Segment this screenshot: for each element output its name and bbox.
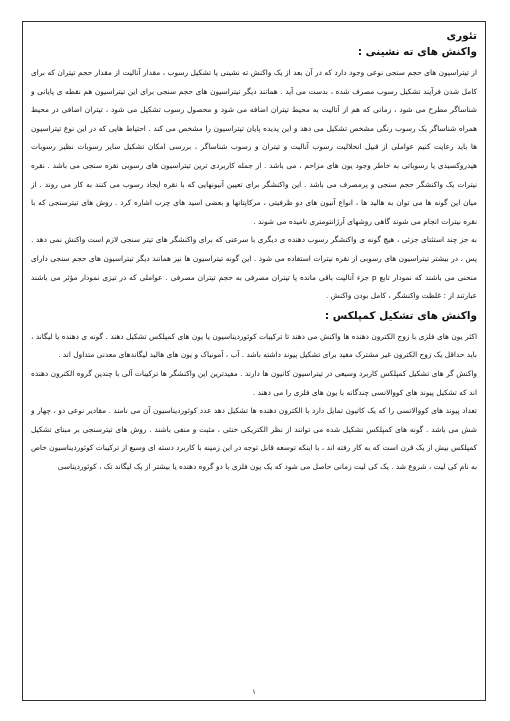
paragraph: تعداد پیوند های کووالانسی را که یک کاتیون تمایل دارد با الکترون دهنده ها تشکیل دهد عدد کوئوردیناسیون آن می نامند . مقادیر نوعی دو ، چهار و شش می باشد . گونه های کمپلکس تشکیل شده می توانند از نظر الکتریکی خنثی ، مثبت و منفی باشند . روش های تیترسنجی بر مبنای تشکیل کمپلکس بیش از یک قرن است که به کار رفته اند ، با اینکه توسعه قابل توجه در این زمینه با کاربرد دسته ای وسیع از ترکیبات کوئوردیناسیون خاص به نام کی لیت ، شروع شد . یک کی لیت زمانی حاصل می شود که یک یون فلزی با دو گروه دهنده یا بیشتر از یک لیگاند تک ، کوئوردیناسی	[31, 406, 477, 471]
paragraph: از تیتراسیون های حجم سنجی نوعی وجود دارد که در آن بعد از یک واکنش ته نشینی یا تشکیل رسوب ، مقدار آنالیت از مقدار حجم تیتران که برای کامل شدن فرآیند تشکیل رسوب مصرف شده ، بدست می آید . همانند دیگر تیتراسیون های حجم سنجی برای این تیتراسیون هم نقطه ی پایانی و شناساگر مطرح می شود ، زمانی که هم از آنالیت به محیط تیتران اضافه می شود و محصول رسوب تشکیل می شود ، تیتران اضافی در محیط همراه شناساگر یک رسوب رنگی مشخص تشکیل می دهد و این پدیده پایان تیتراسیون را مشخص می کند . احتیاط هایی که در این نوع تیتراسیون ها باید رعایت کنیم عواملی از قبیل انحلالیت رسوب آنالیت و تیتران و رسوب شناساگر ، بررسی امکان تشکیل سایر رسوبات نظیر رسوبات هیدروکسیدی یا رسوباتی به خاطر وجود یون های مزاحم ، می باشد . از جمله کاربردی ترین تیتراسیون های رسوبی نقره سنجی می باشد . نقره نیترات یک واکنشگر حجم سنجی و پرمصرف می باشد . این واکنشگر برای تعیین آنیونهایی که با نقره ایجاد رسوب می کنند به کار می روند . از میان این گونه ها می توان به هالید ها ، انواع آنیون های دو ظرفیتی ، مرکاپتانها و بعضی اسید های چرب اشاره کرد . روش های تیترسنجی که با نقره نیترات انجام می شوند گاهی روشهای آرژانتومتری نامیده می شوند .	[31, 68, 477, 226]
paragraph: واکنش گر های تشکیل کمپلکس کاربرد وسیعی در تیتراسیون کاتیون ها دارند . مفیدترین این واکنشگر ها ترکیبات آلی با چندین گروه الکترون دهنده اند که تشکیل پیوند های کووالانسی چندگانه با یون های فلزی را می دهند .	[31, 368, 477, 397]
document-page	[22, 21, 486, 701]
page-number: ۱	[252, 688, 256, 696]
page-title: تئوری	[446, 30, 477, 42]
section-heading-complexation: واکنش های تشکیل کمپلکس :	[324, 309, 477, 322]
paragraph: به جز چند استثنای جزئی ، هیچ گونه ی واکنشگر رسوب دهنده ی دیگری با سرعتی که برای واکنشگر های تیتر سنجی لازم است واکنش نمی دهد . پس ، در بیشتر تیتراسیون های رسوبی از نقره نیترات استفاده می شود . این گونه تیتراسیون ها نیز همانند دیگر تیتراسیون های حجم سنجی دارای منحنی می باشند که نمودار تابع p جزء آنالیت باقی مانده یا تیتران مصرفی به حجم تیتران مصرفی . عواملی که در تیزی نمودار مؤثر می باشند عبارتند از : غلظت واکنشگر ، کامل بودن واکنش .	[31, 235, 477, 301]
paragraph: اکثر یون های فلزی با زوج الکترون دهنده ها واکنش می دهند تا ترکیبات کوئوردیناسیون یا یون های کمپلکس تشکیل دهند . گونه ی دهنده یا لیگاند ، باید حداقل یک زوج الکترون غیر مشترک مفید برای تشکیل پیوند داشته باشد . آب ، آمونیاک و یون های هالید لیگاندهای معدنی متداول اند .	[31, 331, 477, 360]
section-heading-precipitation: واکنش های ته نشینی :	[357, 46, 477, 58]
